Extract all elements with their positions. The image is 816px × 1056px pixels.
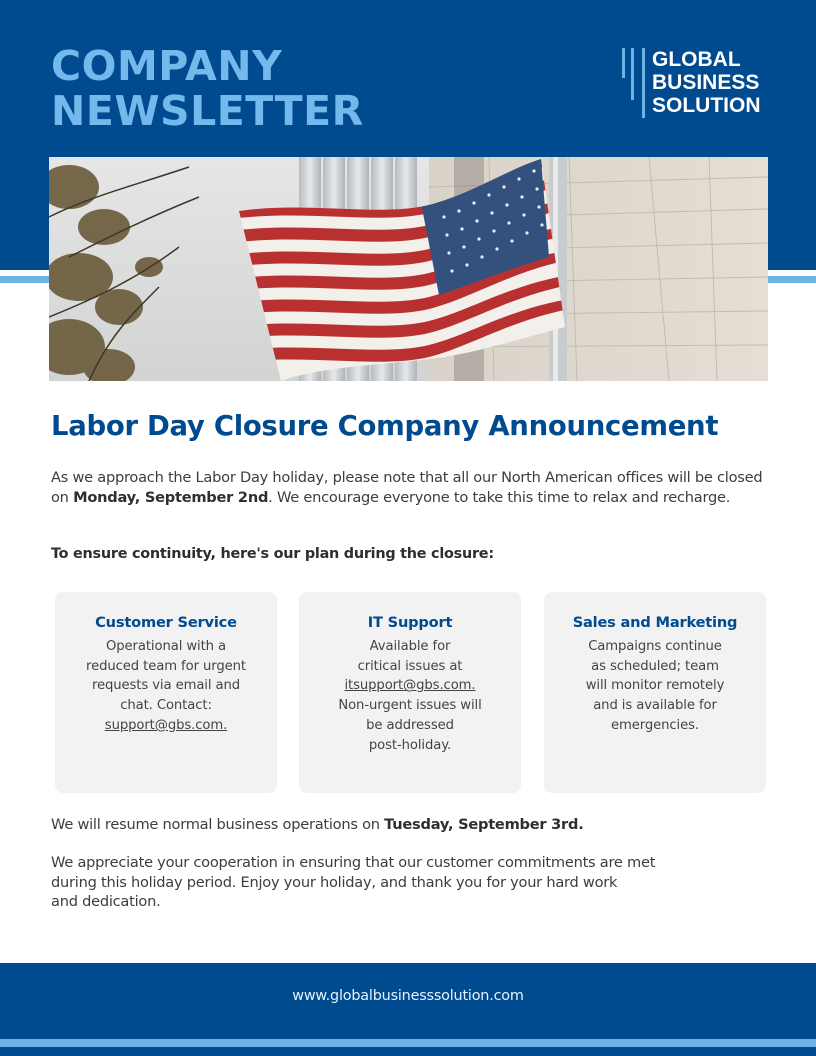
logo-line-3: SOLUTION — [652, 94, 761, 117]
logo-bar-icon — [622, 48, 625, 78]
card-line: Available for — [369, 639, 451, 654]
closure-date: Monday, September 2nd — [73, 489, 269, 506]
logo-line-2: BUSINESS — [652, 71, 760, 94]
company-logo — [622, 48, 782, 120]
title-line-2: NEWSLETTER — [51, 87, 364, 135]
card-line: be addressed — [366, 717, 454, 733]
plan-heading: To ensure continuity, here's our plan during the closure: — [51, 546, 494, 562]
card-line: critical issues at — [357, 658, 463, 674]
itsupport-email-link[interactable]: itsupport@gbs.com. — [344, 678, 476, 694]
card-line: post-holiday. — [368, 737, 452, 753]
card-line: reduced team for urgent — [86, 658, 246, 674]
card-it-support — [299, 592, 521, 793]
title-line-1: COMPANY — [51, 42, 283, 90]
card-line: will monitor remotely — [585, 678, 725, 694]
card-body — [299, 637, 521, 755]
logo-bar-icon — [631, 48, 634, 100]
resume-text: We will resume normal business operations on — [51, 816, 385, 833]
card-line: emergencies. — [611, 717, 699, 733]
website-link[interactable]: www.globalbusinesssolution.com — [292, 988, 524, 1004]
closing-paragraph — [51, 853, 781, 912]
hero-image — [49, 157, 768, 381]
logo-line-1: GLOBAL — [652, 48, 741, 71]
footer-accent-stripe — [0, 1039, 816, 1047]
card-line: Non-urgent issues will — [338, 698, 482, 714]
intro-paragraph — [51, 468, 771, 508]
card-title: Customer Service — [95, 614, 237, 631]
article-headline: Labor Day Closure Company Announcement — [51, 410, 719, 442]
card-line: and is available for — [593, 698, 717, 714]
card-sales-marketing — [544, 592, 766, 793]
intro-text-2: . We encourage everyone to take this time to relax and recharge. — [268, 489, 731, 506]
card-line: as scheduled; team — [591, 658, 719, 674]
resume-paragraph — [51, 816, 584, 833]
card-body — [544, 637, 766, 736]
resume-date: Tuesday, September 3rd. — [384, 816, 584, 833]
support-email-link[interactable]: support@gbs.com. — [104, 717, 228, 733]
newsletter-title — [51, 44, 364, 134]
logo-bar-icon — [642, 48, 645, 118]
card-line: requests via email and — [91, 678, 241, 694]
card-line: Campaigns continue — [588, 639, 722, 654]
intro-text-1: As we approach the Labor Day holiday, please note that all our North American offices will be closed on — [51, 469, 763, 506]
card-line: Operational with a — [105, 639, 227, 654]
card-title: IT Support — [367, 614, 453, 631]
card-customer-service — [55, 592, 277, 793]
flag-photo-icon — [49, 157, 768, 381]
closing-line: We appreciate your cooperation in ensuring that our customer commitments are met — [51, 854, 656, 871]
card-line: chat. Contact: — [120, 698, 212, 714]
card-body — [55, 637, 277, 736]
card-title: Sales and Marketing — [572, 614, 738, 631]
closing-line: during this holiday period. Enjoy your holiday, and thank you for your hard work — [51, 873, 618, 891]
closing-line: and dedication. — [51, 893, 161, 911]
logo-wordmark — [652, 48, 761, 117]
